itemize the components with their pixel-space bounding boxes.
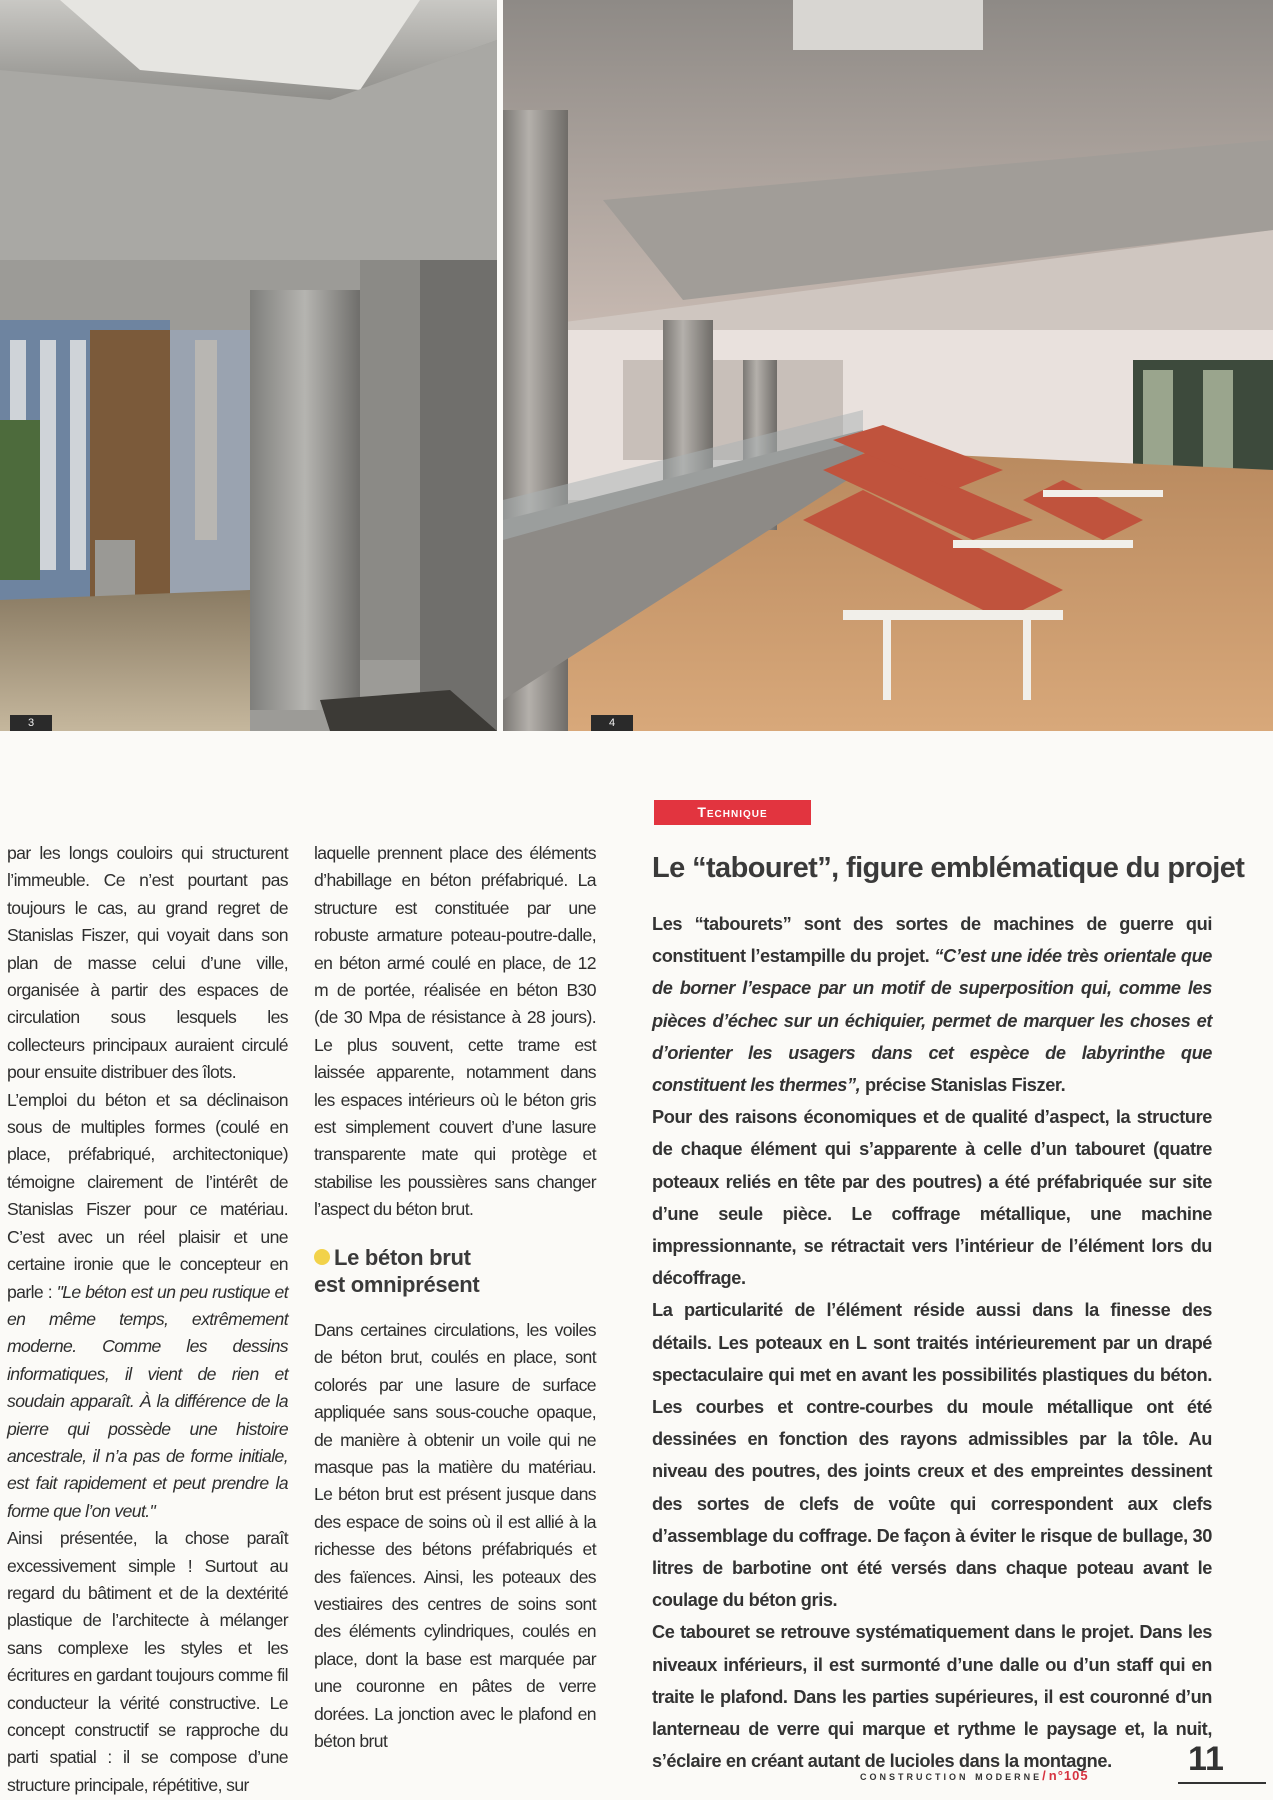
photo-4-image	[503, 0, 1273, 731]
magazine-title: construction moderne	[860, 1768, 1043, 1783]
paragraph: La particularité de l’élément réside aussi dans la finesse des détails. Les poteaux en L sont traités intérieurement par un drapé spectaculaire qui met en avant les possibilités plastiques du béton. Les courbes et contre-courbes du moule métallique ont été dessinées en fonction des rayons admissibles par la tôle. Au niveau des poutres, des joints creux et des empreintes dessinent des sortes de clefs de voûte qui correspondent aux clefs d’assemblage du coffrage. De façon à éviter le risque de bullage, 30 litres de barbotine ont été versés dans chaque poteau avant le coulage du béton gris.	[652, 1300, 1212, 1611]
article-column-left	[7, 840, 288, 1799]
article-column-right	[652, 908, 1212, 1777]
paragraph-text: Les “tabourets” sont des sortes de machines de guerre qui constituent l’estampille du projet.	[652, 914, 1212, 967]
paragraph	[652, 908, 1212, 1101]
page-number-rule	[1178, 1782, 1266, 1784]
paragraph: Ce tabouret se retrouve systématiquement dans le projet. Dans les niveaux inférieurs, il est surmonté d’une dalle ou d’un staff qui en traite le plafond. Dans les parties supérieures, il est couronné d’un lanterneau de verre qui marque et rythme le paysage et, la nuit, s’éclaire en créant autant de lucioles dans la montagne.	[652, 1622, 1212, 1772]
section-subheading	[314, 1244, 596, 1298]
paragraph: par les longs couloirs qui structurent l’immeuble. Ce n’est pourtant pas toujours le cas, au grand regret de Stanislas Fiszer, qui voyait dans son plan de masse celui d’une ville, organisée à partir des espaces de circulation sous lesquels les collecteurs principaux auraient circulé pour ensuite distribuer des îlots.	[7, 843, 288, 1083]
photo-3-image	[0, 0, 497, 731]
sidebar-headline: Le “tabouret”, figure emblématique du projet	[652, 852, 1245, 884]
article-column-middle	[314, 840, 596, 1224]
paragraph-text: L’emploi du béton et sa déclinaison sous de multiples formes (coulé en place, préfabriqué, architectonique) témoigne clairement de l’intérêt de Stanislas Fiszer pour ce matériau. C’est avec un réel plaisir et une certaine ironie que le concepteur en parle :	[7, 1089, 288, 1302]
photo-4-number: 4	[591, 715, 633, 731]
photo-3-number: 3	[10, 715, 52, 731]
architect-quote: “C’est une idée très orientale que de borner l’espace par un motif de superposition qui, comme les pièces d’échec sur un échiquier, permet de marquer les choses et d’orienter les usagers dans cet espèce de labyrinthe que constituent les thermes”,	[652, 946, 1213, 1096]
photo-3	[0, 0, 497, 731]
paragraph: Ainsi présentée, la chose paraît excessivement simple ! Surtout au regard du bâtiment et de la dextérité plastique de l’architecte à mélanger sans complexe les styles et les écritures en gardant toujours comme fil conducteur la vérité constructive. Le concept constructif se rapproche du parti spatial : il se compose d’une structure principale, répétitive, sur	[7, 1528, 288, 1795]
subheading-line-2: est omniprésent	[314, 1272, 480, 1297]
issue-number: n°105	[1048, 1768, 1089, 1783]
section-tag: Technique	[654, 800, 811, 825]
architect-quote: "Le béton est un peu rustique et en même temps, extrêmement moderne. Comme les dessins informatiques, il vient de rien et soudain apparaît. À la différence de la pierre qui possède une histoire ancestrale, il n’a pas de forme initiale, est fait rapidement et peut prendre la forme que l’on veut."	[7, 1281, 288, 1521]
subheading-line-1: Le béton brut	[334, 1245, 471, 1270]
bullet-dot-icon	[314, 1249, 330, 1265]
paragraph-text: précise Stanislas Fiszer.	[864, 1075, 1066, 1096]
paragraph: Dans certaines circulations, les voiles de béton brut, coulés en place, sont colorés par une lasure de surface appliquée sans sous-couche opaque, de manière à obtenir un voile qui ne masque pas la matière du matériau. Le béton brut est présent jusque dans des espace de soins où il est allié à la richesse des bétons préfabriqués et des faïences. Ainsi, les poteaux des vestiaires des centres de soins sont des éléments cylindriques, coulés en place, dont la base est marquée par une couronne en pâtes de verre dorées. La jonction avec le plafond en béton brut	[314, 1320, 596, 1752]
issue-separator: /	[1042, 1768, 1049, 1783]
article-column-middle-continued	[314, 1317, 596, 1756]
paragraph: Pour des raisons économiques et de qualité d’aspect, la structure de chaque élément qui s’apparente à celle d’un tabouret (quatre poteaux reliés en tête par des poutres) a été préfabriquée sur site d’une seule pièce. Le coffrage métallique, une machine impressionnante, se rétractait vers l’intérieur de l’élément lors du décoffrage.	[652, 1107, 1212, 1289]
photo-4	[503, 0, 1273, 731]
paragraph: laquelle prennent place des éléments d’habillage en béton préfabriqué. La structure est constituée par une robuste armature poteau-poutre-dalle, en béton armé coulé en place, de 12 m de portée, réalisée en béton B30 (de 30 Mpa de résistance à 28 jours). Le plus souvent, cette trame est laissée apparente, notamment dans les espaces intérieurs où le béton gris est simplement couvert d’une lasure transparente mate qui protège et stabilise les poussières sans changer l’aspect du béton brut.	[314, 843, 596, 1220]
paragraph	[7, 1087, 288, 1526]
page-number: 11	[1188, 1740, 1224, 1778]
magazine-name	[860, 1768, 1089, 1783]
